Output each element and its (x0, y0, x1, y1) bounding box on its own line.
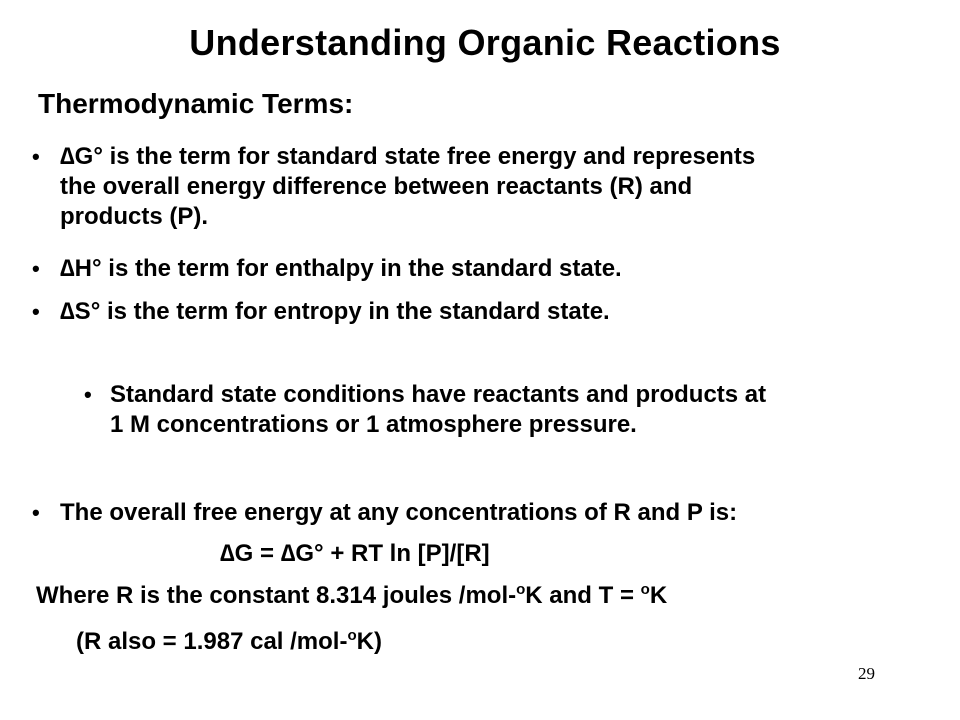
bullet-line: ∆G° is the term for standard state free energy and represents (60, 143, 756, 170)
where-line (36, 581, 667, 611)
r-also-line (76, 627, 382, 657)
degree-superscript: o (347, 627, 357, 644)
where-text: K and T = (525, 582, 641, 609)
bullet-marker: • (32, 144, 40, 169)
bullet-line: The overall free energy at any concentrations of R and P is: (60, 499, 738, 526)
slide-subtitle: Thermodynamic Terms: (38, 88, 354, 119)
bullet-line: 1 M concentrations or 1 atmosphere pressure. (110, 411, 637, 438)
where-text: Where R is the constant 8.314 joules /mol- (36, 582, 517, 609)
bullet-marker: • (32, 256, 40, 281)
bullet-line: ∆H° is the term for enthalpy in the standard state. (60, 255, 622, 282)
degree-superscript: o (516, 581, 526, 598)
bullet-item-enthalpy (60, 254, 622, 284)
bullet-line: products (P). (60, 203, 208, 230)
slide-title: Understanding Organic Reactions (189, 22, 781, 63)
bullet-marker: • (32, 500, 40, 525)
bullet-line: Standard state conditions have reactants and products at (110, 381, 767, 408)
page-number: 29 (858, 664, 875, 683)
bullet-line: ∆S° is the term for entropy in the standard state. (60, 298, 610, 325)
bullet-marker: • (32, 299, 40, 324)
r-also-text: K) (356, 628, 382, 655)
bullet-item-standard-state (110, 380, 766, 440)
free-energy-formula: ∆G = ∆G° + RT ln [P]/[R] (220, 540, 490, 567)
bullet-marker: • (84, 382, 92, 407)
bullet-line: the overall energy difference between reactants (R) and (60, 173, 693, 200)
r-also-text: (R also = 1.987 cal /mol- (76, 628, 348, 655)
bullet-item-overall-free-energy (60, 498, 737, 528)
where-text: K (649, 582, 668, 609)
bullet-item-entropy (60, 297, 610, 327)
bullet-item-free-energy (60, 142, 755, 232)
degree-superscript: o (640, 581, 650, 598)
